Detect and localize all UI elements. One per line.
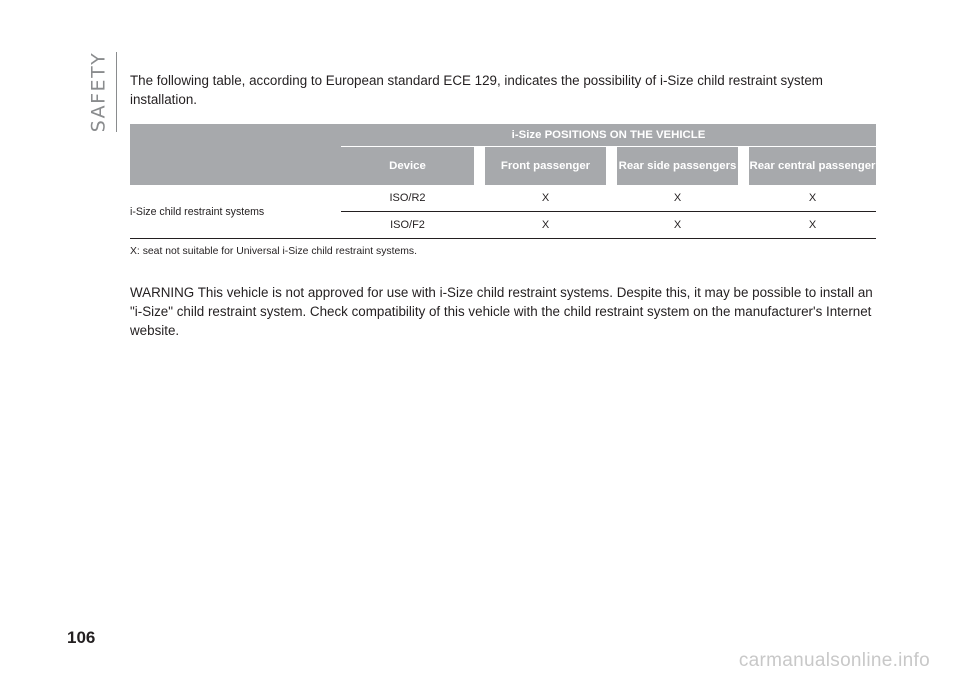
table-corner-cell — [130, 124, 341, 185]
cell-rear-side: X — [617, 185, 738, 212]
table-row — [130, 185, 876, 212]
watermark: carmanualsonline.info — [738, 650, 930, 671]
column-header-rear-central-passenger: Rear central passenger — [749, 147, 876, 186]
column-header-device: Device — [341, 147, 474, 186]
table-footnote: X: seat not suitable for Universal i-Size child restraint systems. — [130, 246, 418, 257]
cell-rear-central: X — [749, 185, 876, 212]
warning-paragraph: WARNING This vehicle is not approved for use with i-Size child restraint systems. Despite this, it may be possible to install an "i-Size" child restraint system. Check compatibility of this vehicle with the child restraint system on the manufacturer's Internet website. — [130, 285, 873, 338]
column-header-rear-side-passengers: Rear side passengers — [617, 147, 738, 186]
table-group-header: i-Size POSITIONS ON THE VEHICLE — [341, 124, 876, 147]
cell-rear-side: X — [617, 212, 738, 239]
cell-device: ISO/R2 — [341, 185, 474, 212]
page-number: 106 — [67, 628, 96, 647]
cell-rear-central: X — [749, 212, 876, 239]
section-title — [83, 52, 113, 132]
cell-front-passenger: X — [485, 185, 606, 212]
header-separator — [606, 147, 617, 186]
cell-device: ISO/F2 — [341, 212, 474, 239]
i-size-positions-table — [130, 124, 876, 239]
header-separator — [738, 147, 749, 186]
column-header-front-passenger: Front passenger — [485, 147, 606, 186]
intro-paragraph: The following table, according to European standard ECE 129, indicates the possibility of i-Size child restraint system installation. — [130, 73, 823, 107]
section-divider — [116, 52, 117, 132]
cell-front-passenger: X — [485, 212, 606, 239]
table-group-header-row — [130, 124, 876, 147]
section-title-text: SAFETY — [87, 51, 109, 133]
row-label: i-Size child restraint systems — [130, 185, 341, 239]
header-separator — [474, 147, 485, 186]
